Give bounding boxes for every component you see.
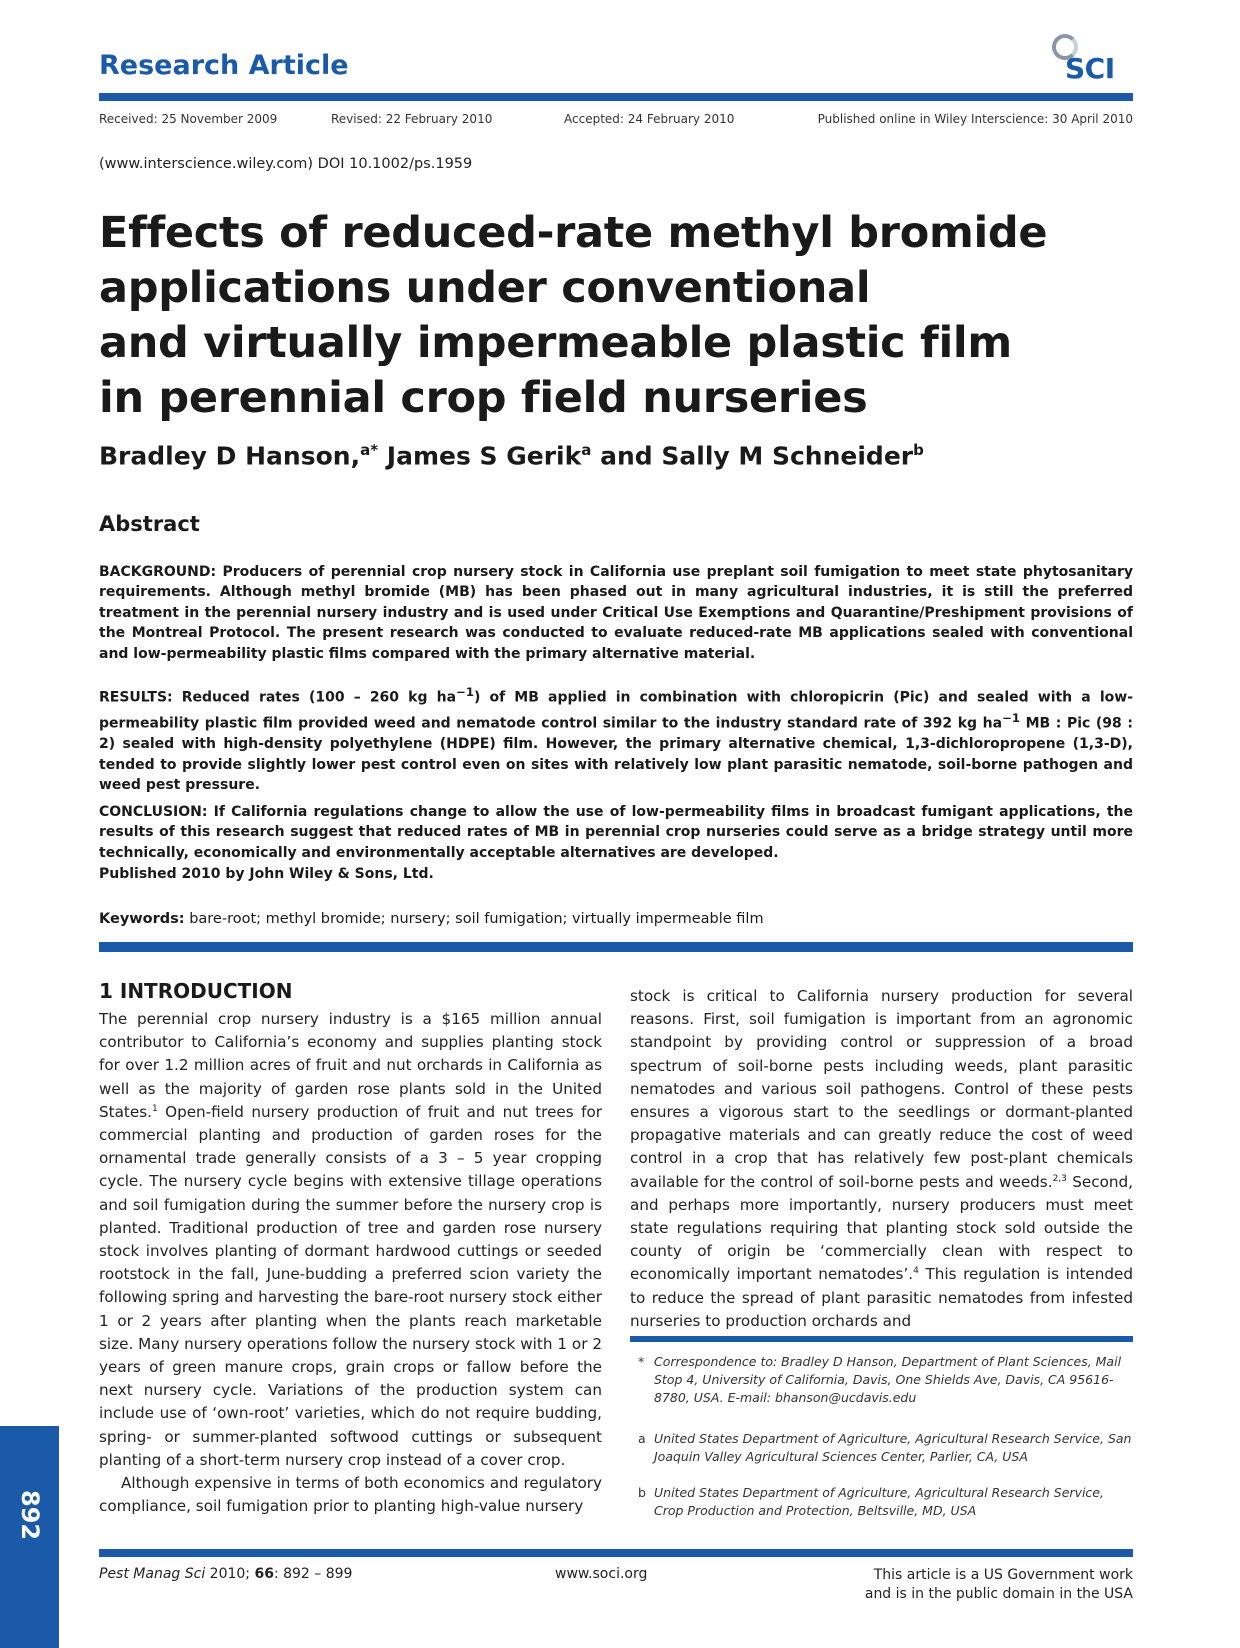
results-text: RESULTS: Reduced rates (100 – 260 kg ha xyxy=(99,689,457,706)
body-text: This regulation is intended to reduce the spread of plant parasitic nematodes from infested nurseries to production orchards and xyxy=(630,1265,1133,1330)
footnote-text: Correspondence to: Bradley D Hanson, Department of Plant Sciences, Mail Stop 4, University of California, Davis, One Shields Ave, Davis, CA 95616-8780, USA. E-mail: bhanson@ucdavis.edu xyxy=(654,1354,1122,1405)
abstract-results xyxy=(99,682,1133,795)
revised-date: Revised: 22 February 2010 xyxy=(331,112,493,126)
logo-text: SCI xyxy=(1065,52,1115,85)
footnote-text: United States Department of Agriculture, Agricultural Research Service, San Joaquin Valley Agricultural Sciences Center, Parlier, CA, USA xyxy=(654,1431,1132,1464)
intro-heading: 1 INTRODUCTION xyxy=(99,979,293,1003)
abstract-heading: Abstract xyxy=(99,512,200,536)
body-text: Second, and perhaps more importantly, nursery producers must meet state regulations requiring that planting stock sold outside the county of origin be ‘commercially clean with respect to economically important nematodes’. xyxy=(630,1172,1133,1284)
footnote-mark: * xyxy=(638,1354,645,1369)
footer-citation xyxy=(99,1566,352,1582)
citation-volume: 66 xyxy=(254,1566,274,1582)
unit-exponent: −1 xyxy=(1002,711,1020,726)
citation-ref: 2,3 xyxy=(1052,1173,1067,1184)
abstract-background: BACKGROUND: Producers of perennial crop nursery stock in California use preplant soil fumigation to meet state phytosanitary requirements. Although methyl bromide (MB) has been phased out in many agricultural industries, it is still the preferred treatment in the perennial nursery industry and is used under Critical Use Exemptions and Quarantine/Preshipment provisions of the Montreal Protocol. The present research was conducted to evaluate reduced-rate MB applications sealed with conventional and low-permeability plastic films compared with the primary alternative material. xyxy=(99,564,1133,662)
abstract-copyright: Published 2010 by John Wiley & Sons, Ltd. xyxy=(99,866,434,882)
keywords-label: Keywords: xyxy=(99,911,185,927)
footnote-rule xyxy=(630,1336,1133,1342)
body-text: stock is critical to California nursery production for several reasons. First, soil fumigation is important from an agronomic standpoint by providing control or suppression of a broad spectrum of soil-borne pests including weeds, plant parasitic nematodes and various soil pathogens. Control of these pests ensures a vigorous start to the seedlings or dormant-planted propagative materials and can greatly reduce the cost of weed control in a crop that has relatively few post-plant chemicals available for the control of soil-borne pests and weeds. xyxy=(630,987,1133,1191)
public-domain-line: and is in the public domain in the USA xyxy=(864,1586,1133,1602)
footer-rule xyxy=(99,1549,1133,1557)
received-date: Received: 25 November 2009 xyxy=(99,112,278,126)
keywords-line xyxy=(99,911,764,927)
unit-exponent: −1 xyxy=(456,685,474,699)
journal-name: Pest Manag Sci xyxy=(99,1566,206,1582)
title-line: and virtually impermeable plastic film xyxy=(99,318,1012,368)
footnote-text: United States Department of Agriculture, Agricultural Research Service, Crop Production and Protection, Beltsville, MD, USA xyxy=(654,1485,1104,1518)
body-text: Open-field nursery production of fruit and nut trees for commercial planting and production of garden roses for the ornamental trade generally consists of a 3 – 5 year cropping cycle. The nursery cycle begins with extensive tillage operations and soil fumigation during the summer before the nursery crop is planted. Traditional production of tree and garden rose nursery stock involves planting of dormant hardwood cuttings or seeded rootstock in the fall, June-budding a preferred scion variety the following spring and harvesting the bare-root nursery stock either 1 or 2 years after planting when the plants reach marketable size. Many nursery operations follow the nursery stock with 1 or 2 years of green manure crops, grain crops or fallow before the next nursery cycle. Variations of the production system can include use of ‘own-root’ varieties, which do not require budding, spring- or summer-planted softwood cuttings or subsequent planting of a short-term nursery crop instead of a cover crop. xyxy=(99,1102,602,1469)
header-rule xyxy=(99,93,1133,101)
right-column xyxy=(630,985,1133,1333)
published-date: Published online in Wiley Interscience: 30 April 2010 xyxy=(817,112,1133,126)
footnote-correspondence xyxy=(630,1353,1133,1407)
citation-pages: : 892 – 899 xyxy=(273,1566,353,1582)
body-text: The perennial crop nursery industry is a $165 million annual contributor to California’s economy and supplies planting stock for over 1.2 million acres of fruit and nut orchards in California as well as the majority of garden rose plants sold in the United States. xyxy=(99,1010,602,1121)
footnote-mark: b xyxy=(638,1485,646,1500)
public-domain-note xyxy=(865,1566,1133,1604)
footnote-affiliation-a xyxy=(630,1430,1133,1466)
footer-url-link[interactable]: www.soci.org xyxy=(555,1566,648,1582)
abstract-conclusion: CONCLUSION: If California regulations change to allow the use of low-permeability films in broadcast fumigant applications, the results of this research suggest that reduced rates of MB in perennial crop nurseries could serve as a bridge strategy until more technically, economically and environmentally acceptable alternatives are developed. xyxy=(99,804,1133,861)
keywords-text: bare-root; methyl bromide; nursery; soil fumigation; virtually impermeable film xyxy=(184,911,764,927)
title-line: applications under conventional xyxy=(99,263,871,313)
sci-logo xyxy=(1052,28,1132,84)
author-name: Bradley D Hanson, xyxy=(99,441,361,471)
doi-line: (www.interscience.wiley.com) DOI 10.1002/ps.1959 xyxy=(99,156,473,172)
citation-year: 2010; xyxy=(205,1566,255,1582)
author-joiner: and xyxy=(600,441,653,471)
footnote-mark: a xyxy=(638,1431,646,1446)
body-paragraph xyxy=(630,985,1133,1333)
authors-line xyxy=(99,441,924,470)
page-number: 892 xyxy=(16,1490,44,1541)
title-line: in perennial crop field nurseries xyxy=(99,373,868,423)
author-affiliation-mark: a* xyxy=(360,441,379,459)
accepted-date: Accepted: 24 February 2010 xyxy=(564,112,735,126)
paper-title xyxy=(99,206,1079,426)
citation-ref: 1 xyxy=(151,1103,158,1114)
author-affiliation-mark: b xyxy=(913,441,924,459)
citation-ref: 4 xyxy=(913,1266,919,1277)
section-label: Research Article xyxy=(99,50,349,81)
author-affiliation-mark: a xyxy=(581,441,592,459)
public-domain-line: This article is a US Government work xyxy=(873,1567,1133,1583)
author-name: James S Gerik xyxy=(386,441,582,471)
left-column xyxy=(99,1008,602,1518)
title-line: Effects of reduced-rate methyl bromide xyxy=(99,208,1048,258)
body-paragraph xyxy=(99,1008,602,1472)
author-name: Sally M Schneider xyxy=(661,441,914,471)
results-text: ) of MB applied in combination with chloropicrin (Pic) and sealed with a low-permeability plastic film provided weed and nematode control similar to the industry standard rate of 392 kg ha xyxy=(99,689,1134,732)
body-paragraph: Although expensive in terms of both economics and regulatory compliance, soil fumigation prior to planting high-value nursery xyxy=(99,1474,602,1516)
results-text: MB : Pic (98 : 2) sealed with high-density polyethylene (HDPE) film. However, the primary alternative chemical, 1,3-dichloropropene (1,3-D), tended to provide slightly lower pest control even on sites with relatively low plant parasitic nematode, soil-borne pathogen and weed pest pressure. xyxy=(99,715,1133,793)
abstract-rule xyxy=(99,942,1133,952)
footnote-affiliation-b xyxy=(630,1484,1133,1520)
